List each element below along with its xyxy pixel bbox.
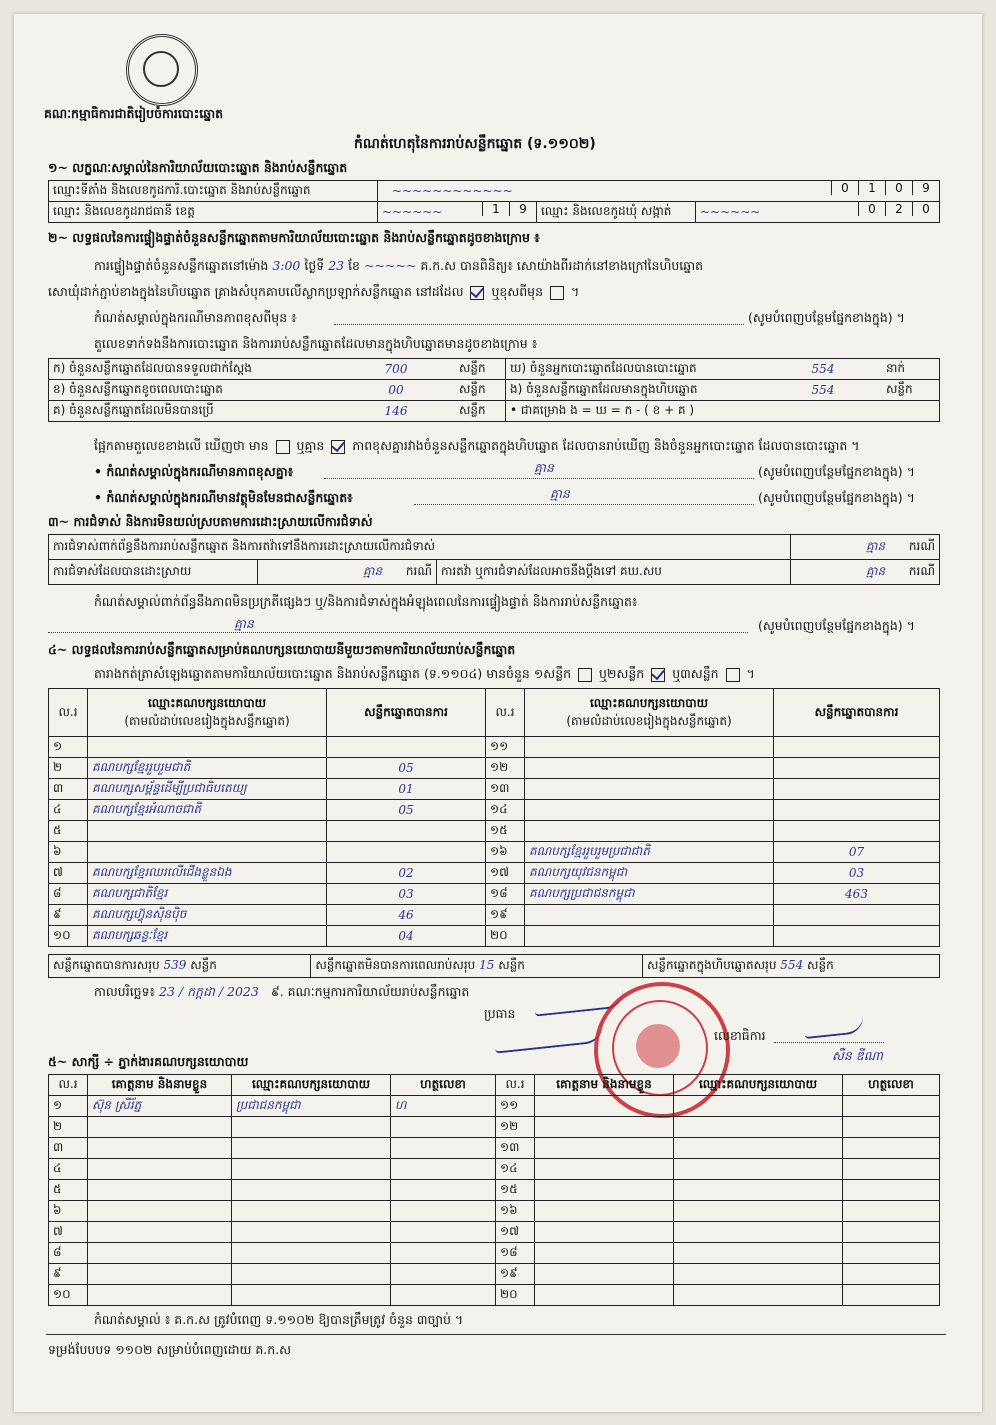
witness-party xyxy=(232,1138,391,1159)
resolved-count-cell xyxy=(258,560,437,585)
row-number: ១ xyxy=(49,1096,88,1117)
w-col-name: គោត្តនាម និងនាមខ្លួន xyxy=(535,1075,674,1096)
witness-party xyxy=(232,1243,391,1264)
fill-more-note: (សូមបំពេញបន្ថែមផ្នែកខាងក្នុង) ។ xyxy=(758,618,915,633)
section2-heading: ២~ លទ្ធផលនៃការផ្ទៀងផ្ទាត់ចំនួនសន្លឹកឆ្នោតតាមការិយាល័យបោះឆ្នោត និងរាប់សន្លឹកឆ្នោតដូចខាងក្រោម ៖ xyxy=(48,230,540,245)
row-number: ១៨ xyxy=(496,1243,535,1264)
difference-line xyxy=(94,438,860,454)
witness-party xyxy=(232,1222,391,1243)
appeal-label: ការតវ៉ា ឬការជំទាស់ដែលអាចនឹងប្តឹងទៅ គឃ.សប xyxy=(437,560,791,585)
figure-value: 554 xyxy=(764,380,882,401)
row-number: ១៧ xyxy=(486,863,525,884)
form-page xyxy=(14,14,982,1412)
total-valid-cell xyxy=(49,955,311,978)
row-number: ១២ xyxy=(496,1117,535,1138)
witness-row xyxy=(49,1222,940,1243)
witness-signature xyxy=(843,1264,940,1285)
witness-signature xyxy=(391,1201,496,1222)
witness-row xyxy=(49,1243,940,1264)
result-row xyxy=(49,926,940,947)
objection-label: ការជំទាស់ពាក់ព័ន្ធនឹងការរាប់សន្លឹកឆ្នោត និងការតវ៉ាទៅនឹងការដោះស្រាយលើការជំទាស់ xyxy=(49,535,791,560)
result-row xyxy=(49,800,940,821)
witness-party xyxy=(674,1138,843,1159)
province-cell: ~~~~~~ 1 9 xyxy=(378,202,537,223)
witness-row xyxy=(49,1264,940,1285)
difference-text: ភាពខុសគ្នារវាងចំនួនសន្លឹកឆ្នោតក្នុងហិបឆ្នោត ដែលបានរាប់ឃើញ និងចំនួនអ្នកបោះឆ្នោត ដែលបានបោះឆ្នោត ។ xyxy=(352,438,860,453)
witness-party xyxy=(232,1285,391,1306)
row-number: ១២ xyxy=(486,758,525,779)
witness-row xyxy=(49,1159,940,1180)
figure-unit: សន្លឹក xyxy=(455,359,506,380)
verification-time: 3:00 xyxy=(272,258,301,273)
witness-name: ស៊ុន ស្រីរ័ត្ន xyxy=(88,1096,232,1117)
irregularity-note-value: គ្មាន xyxy=(234,616,254,631)
figure-unit: សន្លឹក xyxy=(455,380,506,401)
row-number: ១០ xyxy=(49,926,88,947)
witness-party xyxy=(674,1264,843,1285)
witness-name xyxy=(535,1243,674,1264)
row-number: ១១ xyxy=(496,1096,535,1117)
results-table xyxy=(48,688,940,947)
row-number: ៣ xyxy=(49,779,88,800)
witness-party xyxy=(674,1180,843,1201)
w-col-party: ឈ្មោះគណបក្សនយោបាយ xyxy=(674,1075,843,1096)
witness-party xyxy=(674,1243,843,1264)
tally-sheets-line: តារាងកត់ត្រាសំឡេងឆ្នោតតាមការិយាល័យបោះឆ្នោត និងរាប់សន្លឹកឆ្នោត (ទ.១១០៤) មានចំនួន ១សន្លឹក ឬ២សន្លឹក ឬ៣សន្លឹក ។ xyxy=(94,666,755,681)
total-invalid-cell xyxy=(311,955,643,978)
witness-signature xyxy=(843,1222,940,1243)
witness-name xyxy=(88,1285,232,1306)
witness-signature xyxy=(843,1096,940,1117)
party-name xyxy=(525,758,774,779)
row-number: ១៥ xyxy=(486,821,525,842)
two-sheet-checkbox[interactable] xyxy=(651,668,665,682)
witness-signature xyxy=(391,1264,496,1285)
section3-heading: ៣~ ការជំទាស់ និងការមិនយល់ស្របតាមការដោះស្រាយលើការជំទាស់ xyxy=(48,514,373,529)
station-code-digit: 9 xyxy=(912,181,939,195)
tally-intro: តារាងកត់ត្រាសំឡេងឆ្នោតតាមការិយាល័យបោះឆ្នោត និងរាប់សន្លឹកឆ្នោត (ទ.១១០៤) មានចំនួន ១សន្លឹក xyxy=(94,666,572,681)
party-name xyxy=(88,821,327,842)
row-number: ២ xyxy=(49,758,88,779)
figure-label: ក) ចំនួនសន្លឹកឆ្នោតដែលបានទទួលជាក់ស្តែង xyxy=(49,359,338,380)
total-ballots-value: 554 xyxy=(780,958,804,972)
commune-code-digit: 0 xyxy=(912,202,939,216)
figure-label: គ) ចំនួនសន្លឹកឆ្នោតដែលមិនបានប្រើ xyxy=(49,401,338,422)
no-difference-checkbox[interactable] xyxy=(331,440,345,454)
province-label: ឈ្មោះ និងលេខកូដរាជធានី ខេត្ត xyxy=(49,202,378,223)
one-sheet-checkbox[interactable] xyxy=(578,668,592,682)
row-number: ២០ xyxy=(496,1285,535,1306)
nec-logo xyxy=(126,34,198,106)
party-name xyxy=(525,737,774,758)
party-name: គណបក្សយុវជនកម្ពុជា xyxy=(525,863,774,884)
party-name xyxy=(525,821,774,842)
w-col-name: គោត្តនាម និងនាមខ្លួន xyxy=(88,1075,232,1096)
witness-signature xyxy=(843,1243,940,1264)
witness-name xyxy=(88,1201,232,1222)
row-number: ១៤ xyxy=(486,800,525,821)
difference-note-label: កំណត់សម្គាល់ក្នុងករណីមានភាពខុសពីមុន ៖ xyxy=(94,310,297,325)
verification-month-label: ខែ xyxy=(348,258,360,273)
lock-status-line: សោឃុំដាក់ភ្ជាប់ខាងក្នុងនៃហិបឆ្នោត គ្រាងសំបុកគាបលើស្លាកប្រឡាក់សន្លឹកឆ្នោត នៅដដែល ឬខុសពីមុន ។ xyxy=(48,284,580,299)
commune-code-digit: 0 xyxy=(858,202,885,216)
witness-row xyxy=(49,1285,940,1306)
station-code-digit: 0 xyxy=(885,181,912,195)
w-col-no: ល.រ xyxy=(49,1075,88,1096)
witness-signature xyxy=(391,1222,496,1243)
witness-signature xyxy=(843,1201,940,1222)
has-diff-label: ផ្អែកតាមតួលេខខាងលើ ឃើញថា មាន xyxy=(94,438,269,453)
witness-party xyxy=(232,1201,391,1222)
row-number: ១៣ xyxy=(496,1138,535,1159)
col-no-header: ល.រ xyxy=(486,689,525,737)
section5-heading: ៥~ សាក្សី ÷ ភ្នាក់ងារគណបក្សនយោបាយ xyxy=(48,1054,249,1069)
party-votes: 05 xyxy=(327,758,486,779)
commune-label: ឈ្មោះ និងលេខកូដឃុំ សង្កាត់ xyxy=(537,202,696,223)
party-name xyxy=(525,779,774,800)
party-votes: 463 xyxy=(774,884,940,905)
station-code-digit: 1 xyxy=(858,181,885,195)
party-votes xyxy=(774,737,940,758)
witness-party xyxy=(674,1159,843,1180)
witness-party xyxy=(674,1096,843,1117)
col-party-subtitle: (តាមលំដាប់លេខរៀងក្នុងសន្លឹកឆ្នោត) xyxy=(566,713,732,728)
figure-value: 700 xyxy=(337,359,455,380)
province-code-digit: 1 xyxy=(482,202,509,216)
witness-name xyxy=(535,1138,674,1159)
resolved-unit: ករណី xyxy=(405,564,432,578)
party-votes xyxy=(774,905,940,926)
has-difference-checkbox[interactable] xyxy=(276,440,290,454)
three-sheet-label: ឬ៣សន្លឹក xyxy=(672,666,719,681)
row-number: ៧ xyxy=(49,863,88,884)
witness-name xyxy=(535,1264,674,1285)
station-code-digit: 0 xyxy=(831,181,858,195)
party-votes xyxy=(774,758,940,779)
different-label: ឬខុសពីមុន xyxy=(491,284,544,299)
witness-party xyxy=(674,1201,843,1222)
row-number: ៨ xyxy=(49,1243,88,1264)
form-footer: ទម្រង់បែបបទ ១១០២ សម្រាប់បំពេញដោយ គ.ក.ស xyxy=(48,1342,292,1357)
total-invalid-label: សន្លឹកឆ្នោតមិនបានការពេលរាប់សរុប xyxy=(315,958,476,972)
nonballot-bullet-value: គ្មាន xyxy=(550,486,570,501)
appeal-unit: ករណី xyxy=(908,564,935,578)
witness-party xyxy=(674,1285,843,1306)
witness-row xyxy=(49,1096,940,1117)
party-name: គណបក្សខ្មែររួបរួមជាតិ xyxy=(88,758,327,779)
witness-name xyxy=(535,1117,674,1138)
w-col-no: ល.រ xyxy=(496,1075,535,1096)
witness-row xyxy=(49,1201,940,1222)
result-row xyxy=(49,842,940,863)
row-number: ១៤ xyxy=(496,1159,535,1180)
result-row xyxy=(49,758,940,779)
commune-cell: ~~~~~~ 0 2 0 xyxy=(696,202,940,223)
figure-label: ង) ចំនួនសន្លឹកឆ្នោតដែលមានក្នុងហិបឆ្នោត xyxy=(506,380,765,401)
figures-row xyxy=(49,359,940,380)
nonballot-bullet-label: • កំណត់សម្គាល់ក្នុងករណីមានវត្ថុមិនមែនជាសន្លឹកឆ្នោត៖ xyxy=(94,490,353,505)
station-label: ឈ្មោះទីតាំង និងលេខកូដការិ.បោះឆ្នោត និងរាប់សន្លឹកឆ្នោត xyxy=(49,181,378,202)
form-note: កំណត់សម្គាល់ ៖ គ.ក.ស ត្រូវបំពេញ ទ.១១០២ ឱ្យបានត្រឹមត្រូវ ចំនួន ៣ច្បាប់ ។ xyxy=(94,1312,464,1327)
figures-row xyxy=(49,401,940,422)
witness-row xyxy=(49,1180,940,1201)
result-row xyxy=(49,779,940,800)
row-number: ៤ xyxy=(49,1159,88,1180)
row-number: ១៥ xyxy=(496,1180,535,1201)
result-row xyxy=(49,737,940,758)
witness-row xyxy=(49,1117,940,1138)
secretary-label: លេខាធិការ xyxy=(714,1028,766,1043)
row-number: ១១ xyxy=(486,737,525,758)
province-code-digit: 9 xyxy=(509,202,536,216)
result-row xyxy=(49,863,940,884)
row-number: ១៩ xyxy=(486,905,525,926)
party-votes: 02 xyxy=(327,863,486,884)
party-name: គណបក្សប្រជាជនកម្ពុជា xyxy=(525,884,774,905)
party-name xyxy=(525,905,774,926)
verification-time-label: ការផ្ទៀងផ្ទាត់ចំនួនសន្លឹកឆ្នោតនៅម៉ោង xyxy=(94,258,269,273)
witness-signature xyxy=(391,1138,496,1159)
three-sheet-checkbox[interactable] xyxy=(726,668,740,682)
row-number: ១៦ xyxy=(486,842,525,863)
witness-party xyxy=(232,1180,391,1201)
witness-signature xyxy=(843,1180,940,1201)
fill-more-note: (សូមបំពេញបន្ថែមផ្នែកខាងក្នុង) ។ xyxy=(758,490,915,505)
witness-name xyxy=(88,1180,232,1201)
objection-count: គ្មាន xyxy=(866,539,886,553)
org-name: គណៈកម្មាធិការជាតិរៀបចំការបោះឆ្នោត xyxy=(44,106,224,121)
resolved-count: គ្មាន xyxy=(363,564,383,578)
witness-signature xyxy=(843,1117,940,1138)
row-number: ៦ xyxy=(49,1201,88,1222)
witness-name xyxy=(88,1264,232,1285)
same-checkbox[interactable] xyxy=(470,286,484,300)
figures-intro: តួលេខទាក់ទងនឹងការបោះឆ្នោត និងការរាប់សន្លឹកឆ្នោតដែលមានក្នុងហិបឆ្នោតមានដូចខាងក្រោម ៖ xyxy=(94,336,538,351)
party-votes xyxy=(327,737,486,758)
party-votes xyxy=(774,800,940,821)
diff-bullet-value: គ្មាន xyxy=(534,460,554,475)
verification-day-label: ថ្ងៃទី xyxy=(304,258,325,273)
witness-name xyxy=(535,1096,674,1117)
total-invalid-value: 15 xyxy=(479,958,495,972)
figure-unit: សន្លឹក xyxy=(455,401,506,422)
party-name: គណបក្សសម្ព័ន្ធដើម្បីប្រជាធិបតេយ្យ xyxy=(88,779,327,800)
chair-name-handwritten xyxy=(493,1022,604,1053)
verification-line: ការផ្ទៀងផ្ទាត់ចំនួនសន្លឹកឆ្នោតនៅម៉ោង 3:00 ថ្ងៃទី 23 ខែ ~~~~~ គ.ក.ស បានពិនិត្យ៖ សោយ៉ាងពីរដាក់នៅខាងក្រៅនៃហិបឆ្នោត xyxy=(94,258,704,273)
result-row xyxy=(49,884,940,905)
party-name: គណបក្សខ្មែររួបរួមប្រជាជាតិ xyxy=(525,842,774,863)
row-number: ៥ xyxy=(49,1180,88,1201)
col-party-subtitle: (តាមលំដាប់លេខរៀងក្នុងសន្លឹកឆ្នោត) xyxy=(124,713,290,728)
witness-name xyxy=(88,1222,232,1243)
witness-name xyxy=(88,1243,232,1264)
row-number: ១៩ xyxy=(496,1264,535,1285)
figures-row xyxy=(49,380,940,401)
secretary-name: សឺន ឌីណា xyxy=(832,1048,883,1063)
party-name: គណបក្សជាតិខ្មែរ xyxy=(88,884,327,905)
party-votes xyxy=(774,821,940,842)
row-number: ៩ xyxy=(49,1264,88,1285)
objections-table xyxy=(48,534,940,585)
figure-value: 554 xyxy=(764,359,882,380)
committee-label: ៩. គណៈកម្មការការិយាល័យរាប់សន្លឹកឆ្នោត xyxy=(270,984,470,999)
appeal-count: គ្មាន xyxy=(866,564,886,578)
result-row xyxy=(49,905,940,926)
party-name: គណបក្សខ្មែរឈរលើជើងខ្លួនឯង xyxy=(88,863,327,884)
party-votes: 05 xyxy=(327,800,486,821)
section1-table xyxy=(48,180,940,223)
figure-unit: សន្លឹក xyxy=(882,380,940,401)
total-valid-value: 539 xyxy=(163,958,187,972)
party-name xyxy=(525,800,774,821)
witness-party xyxy=(674,1222,843,1243)
figure-unit: នាក់ xyxy=(882,359,940,380)
witness-signature xyxy=(391,1159,496,1180)
fill-more-note: (សូមបំពេញបន្ថែមផ្នែកខាងក្នុង) ។ xyxy=(748,310,905,325)
total-valid-unit: សន្លឹក xyxy=(190,958,217,972)
party-votes: 01 xyxy=(327,779,486,800)
row-number: ១៦ xyxy=(496,1201,535,1222)
witness-party: ប្រជាជនកម្ពុជា xyxy=(232,1096,391,1117)
party-votes: 03 xyxy=(327,884,486,905)
section4-heading: ៤~ លទ្ធផលនៃការរាប់សន្លឹកឆ្នោតសម្រាប់គណបក្សនយោបាយនីមួយៗតាមការិយាល័យរាប់សន្លឹកឆ្នោត xyxy=(48,642,516,657)
col-party-header xyxy=(88,689,327,737)
different-checkbox[interactable] xyxy=(550,286,564,300)
row-number: ២០ xyxy=(486,926,525,947)
secretary-signature xyxy=(803,1015,865,1039)
figures-table xyxy=(48,358,940,422)
total-valid-label: សន្លឹកឆ្នោតបានការសរុប xyxy=(53,958,160,972)
two-sheet-label: ឬ២សន្លឹក xyxy=(599,666,645,681)
total-invalid-unit: សន្លឹក xyxy=(498,958,525,972)
party-votes xyxy=(774,779,940,800)
date-value: 23 / កក្កដា / 2023 xyxy=(159,984,259,999)
row-number: ១៧ xyxy=(496,1222,535,1243)
witness-signature xyxy=(391,1285,496,1306)
witness-table xyxy=(48,1074,940,1306)
witness-signature: ហ xyxy=(391,1096,496,1117)
party-votes: 04 xyxy=(327,926,486,947)
witness-name xyxy=(535,1159,674,1180)
witness-party xyxy=(232,1117,391,1138)
chair-label: ប្រធាន xyxy=(484,1006,516,1021)
row-number: ៩ xyxy=(49,905,88,926)
witness-signature xyxy=(843,1285,940,1306)
row-number: ១០ xyxy=(49,1285,88,1306)
witness-signature xyxy=(391,1243,496,1264)
irregularity-note-label: កំណត់សម្គាល់ពាក់ព័ន្ធនឹងភាពមិនប្រក្រតីផ្សេងៗ ឬ/និងការជំទាស់ក្នុងអំឡុងពេលនៃការផ្ទៀងផ្ទាត់ និងការរាប់សន្លឹកឆ្នោត៖ xyxy=(94,594,638,609)
date-label: កាលបរិច្ឆេទ៖ xyxy=(94,984,156,999)
witness-name xyxy=(535,1201,674,1222)
witness-name xyxy=(535,1285,674,1306)
date-line xyxy=(94,984,469,1000)
no-diff-label: ឬគ្មាន xyxy=(296,438,325,453)
total-ballots-label: សន្លឹកឆ្នោតក្នុងហិបឆ្នោតសរុប xyxy=(646,958,777,972)
witness-row xyxy=(49,1138,940,1159)
col-votes-header: សន្លឹកឆ្នោតបានការ xyxy=(774,689,940,737)
witness-signature xyxy=(391,1180,496,1201)
result-row xyxy=(49,821,940,842)
party-votes xyxy=(327,842,486,863)
witness-name xyxy=(88,1138,232,1159)
witness-name xyxy=(535,1180,674,1201)
row-number: ៥ xyxy=(49,821,88,842)
row-number: ១៨ xyxy=(486,884,525,905)
w-col-sig: ហត្ថលេខា xyxy=(391,1075,496,1096)
col-party-title: ឈ្មោះគណបក្សនយោបាយ xyxy=(589,695,709,710)
witness-signature xyxy=(843,1138,940,1159)
party-name: គណបក្សហ៊្វុនស៊ិនប៉ិច xyxy=(88,905,327,926)
witness-signature xyxy=(843,1159,940,1180)
witness-name xyxy=(88,1159,232,1180)
witness-party xyxy=(232,1159,391,1180)
col-no-header: ល.រ xyxy=(49,689,88,737)
w-col-party: ឈ្មោះគណបក្សនយោបាយ xyxy=(232,1075,391,1096)
figure-value: 00 xyxy=(337,380,455,401)
total-ballots-cell xyxy=(642,955,939,978)
party-name xyxy=(525,926,774,947)
verification-text: គ.ក.ស បានពិនិត្យ៖ សោយ៉ាងពីរដាក់នៅខាងក្រៅនៃហិបឆ្នោត xyxy=(420,258,704,273)
witness-name xyxy=(535,1222,674,1243)
party-votes xyxy=(327,821,486,842)
diff-bullet-label: • កំណត់សម្គាល់ក្នុងករណីមានភាពខុសគ្នា៖ xyxy=(94,464,294,479)
objection-unit: ករណី xyxy=(908,539,935,553)
row-number: ៣ xyxy=(49,1138,88,1159)
resolved-objection-label: ការជំទាស់ដែលបានដោះស្រាយ xyxy=(49,560,258,585)
row-number: ៤ xyxy=(49,800,88,821)
fill-more-note: (សូមបំពេញបន្ថែមផ្នែកខាងក្នុង) ។ xyxy=(758,464,915,479)
row-number: ៦ xyxy=(49,842,88,863)
col-party-header xyxy=(525,689,774,737)
party-name: គណបក្សខ្មែរអំណាចជាតិ xyxy=(88,800,327,821)
form-title: កំណត់ហេតុនៃការរាប់សន្លឹកឆ្នោត (ទ.១១០២) xyxy=(354,136,596,152)
witness-name xyxy=(88,1117,232,1138)
row-number: ៨ xyxy=(49,884,88,905)
party-name: គណបក្សឆន្ទៈខ្មែរ xyxy=(88,926,327,947)
row-number: ២ xyxy=(49,1117,88,1138)
row-number: ១៣ xyxy=(486,779,525,800)
witness-signature xyxy=(391,1117,496,1138)
row-number: ១ xyxy=(49,737,88,758)
figure-label: ខ) ចំនួនសន្លឹកឆ្នោតខូចពេលបោះឆ្នោត xyxy=(49,380,338,401)
w-col-sig: ហត្ថលេខា xyxy=(843,1075,940,1096)
witness-party xyxy=(232,1264,391,1285)
party-votes xyxy=(774,926,940,947)
total-ballots-unit: សន្លឹក xyxy=(807,958,834,972)
party-name xyxy=(88,737,327,758)
party-votes: 03 xyxy=(774,863,940,884)
party-votes: 46 xyxy=(327,905,486,926)
party-votes: 07 xyxy=(774,842,940,863)
figure-value: 146 xyxy=(337,401,455,422)
section1-heading: ១~ លក្ខណៈសម្គាល់នៃការិយាល័យបោះឆ្នោត និងរាប់សន្លឹកឆ្នោត xyxy=(48,160,348,175)
witness-party xyxy=(674,1117,843,1138)
row-number: ៧ xyxy=(49,1222,88,1243)
commune-code-digit: 2 xyxy=(885,202,912,216)
figure-label: ឃ) ចំនួនអ្នកបោះឆ្នោតដែលបានបោះឆ្នោត xyxy=(506,359,765,380)
formula-note: • ជាគម្រោង ង = ឃ = ក - ( ខ + គ ) xyxy=(506,401,940,422)
station-name-cell: ~~~~~~~~~~~~ 0 1 0 9 xyxy=(378,181,940,202)
col-votes-header: សន្លឹកឆ្នោតបានការ xyxy=(327,689,486,737)
party-name xyxy=(88,842,327,863)
appeal-count-cell xyxy=(791,560,940,585)
results-totals xyxy=(48,954,940,978)
lock-status-text: សោឃុំដាក់ភ្ជាប់ខាងក្នុងនៃហិបឆ្នោត គ្រាងសំបុកគាបលើស្លាកប្រឡាក់សន្លឹកឆ្នោត នៅដដែល xyxy=(48,284,464,299)
col-party-title: ឈ្មោះគណបក្សនយោបាយ xyxy=(147,695,267,710)
verification-day: 23 xyxy=(328,258,345,273)
objection-count-cell xyxy=(791,535,940,560)
